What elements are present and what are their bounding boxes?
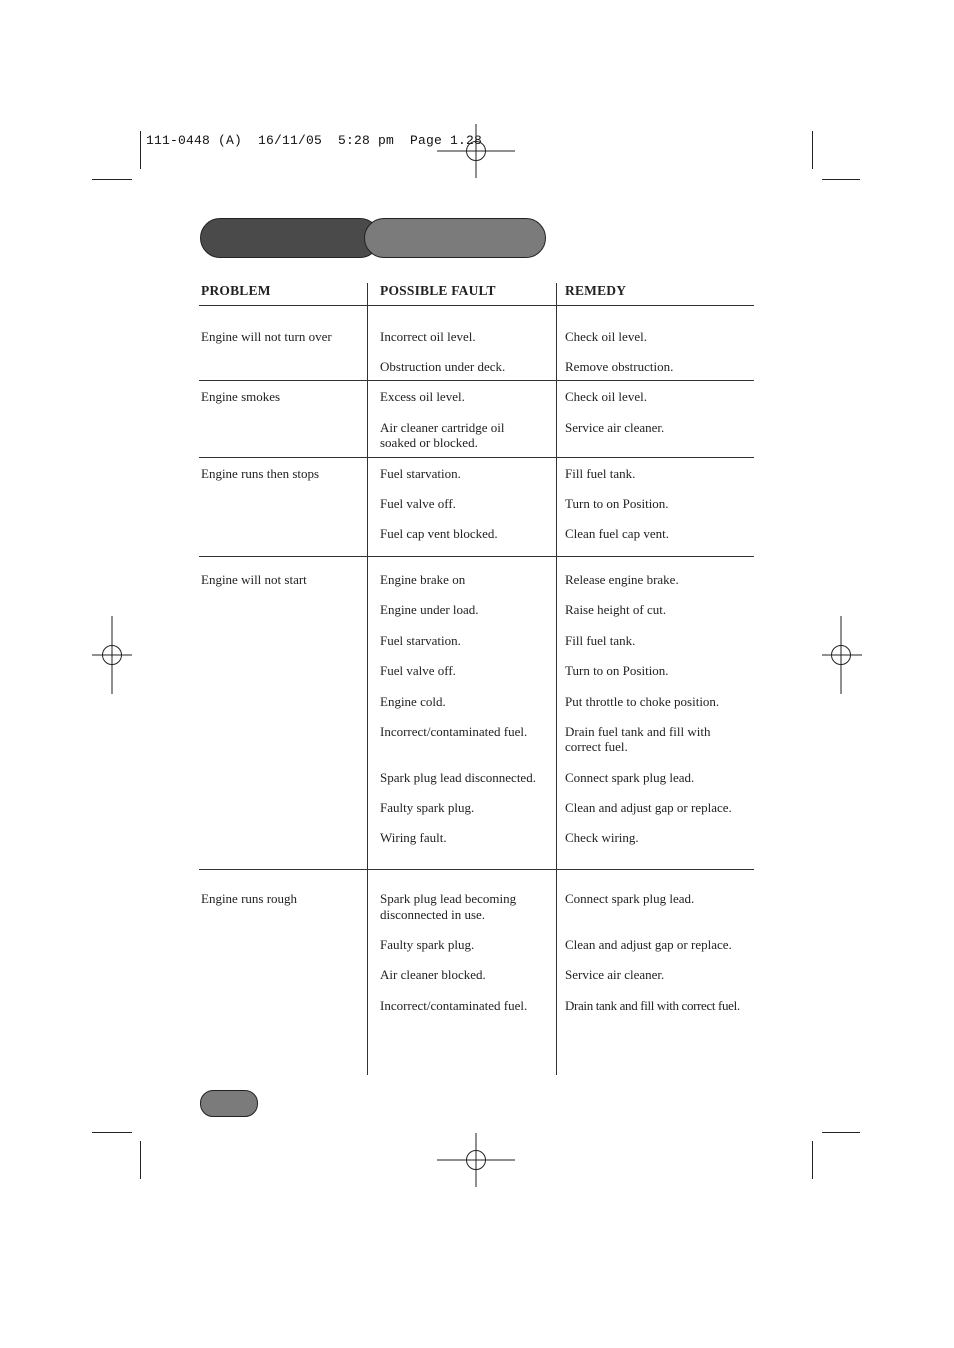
remedy-text: Clean fuel cap vent. (565, 526, 669, 541)
remedy-text: Check wiring. (565, 830, 639, 845)
fault-text: Wiring fault. (380, 830, 447, 845)
fault-text: Incorrect/contaminated fuel. (380, 724, 528, 739)
remedy-text: Service air cleaner. (565, 420, 665, 435)
problem-label: Engine smokes (201, 389, 281, 404)
column-divider (556, 283, 557, 1075)
remedy-text: Release engine brake. (565, 572, 679, 587)
fault-text: Faulty spark plug. (380, 800, 475, 815)
table-rule (199, 380, 754, 381)
remedy-text: Check oil level. (565, 389, 647, 404)
fault-text: soaked or blocked. (380, 435, 478, 450)
crop-mark (140, 1141, 141, 1179)
remedy-text: Clean and adjust gap or replace. (565, 800, 732, 815)
fault-text: Fuel starvation. (380, 466, 461, 481)
remedy-text: Drain tank and fill with correct fuel. (565, 998, 740, 1013)
problem-label: Engine runs then stops (201, 466, 320, 481)
print-slug: 111-0448 (A) 16/11/05 5:28 pm Page 1.28 (146, 133, 483, 148)
crop-mark (92, 179, 132, 180)
crop-mark (822, 1132, 860, 1133)
crop-mark (812, 131, 813, 169)
fault-text: Engine under load. (380, 602, 479, 617)
crop-mark (812, 1141, 813, 1179)
fault-text: Faulty spark plug. (380, 937, 475, 952)
remedy-text: Raise height of cut. (565, 602, 667, 617)
fault-text: Spark plug lead disconnected. (380, 770, 536, 785)
column-header-problem: PROBLEM (201, 283, 271, 298)
remedy-text: Fill fuel tank. (565, 466, 636, 481)
page-number-tab (200, 1090, 258, 1117)
problem-label: Engine will not turn over (201, 329, 332, 344)
crop-mark (822, 179, 860, 180)
fault-text: Engine brake on (380, 572, 466, 587)
fault-text: Incorrect oil level. (380, 329, 476, 344)
fault-text: Engine cold. (380, 694, 446, 709)
remedy-text: Remove obstruction. (565, 359, 674, 374)
fault-text: Fuel valve off. (380, 496, 456, 511)
fault-text: Fuel starvation. (380, 633, 461, 648)
crop-mark (140, 131, 141, 169)
remedy-text: Drain fuel tank and fill with (565, 724, 711, 739)
section-tab-light (364, 218, 546, 258)
crop-mark (92, 1132, 132, 1133)
registration-mark-icon (437, 1121, 515, 1199)
fault-text: Incorrect/contaminated fuel. (380, 998, 528, 1013)
remedy-text: Put throttle to choke position. (565, 694, 720, 709)
remedy-text: Connect spark plug lead. (565, 770, 695, 785)
remedy-text: Turn to on Position. (565, 496, 669, 511)
column-header-fault: POSSIBLE FAULT (380, 283, 496, 298)
remedy-text: correct fuel. (565, 739, 628, 754)
column-header-remedy: REMEDY (565, 283, 627, 298)
registration-mark-icon (822, 616, 862, 694)
registration-mark-icon (437, 112, 515, 190)
problem-label: Engine will not start (201, 572, 307, 587)
fault-text: Fuel cap vent blocked. (380, 526, 498, 541)
remedy-text: Clean and adjust gap or replace. (565, 937, 732, 952)
fault-text: Fuel valve off. (380, 663, 456, 678)
table-rule (199, 305, 754, 306)
table-rule (199, 556, 754, 557)
fault-text: Obstruction under deck. (380, 359, 506, 374)
fault-text: Excess oil level. (380, 389, 465, 404)
fault-text: disconnected in use. (380, 907, 486, 922)
remedy-text: Connect spark plug lead. (565, 891, 695, 906)
remedy-text: Service air cleaner. (565, 967, 665, 982)
remedy-text: Turn to on Position. (565, 663, 669, 678)
remedy-text: Fill fuel tank. (565, 633, 636, 648)
section-tab-dark (200, 218, 380, 258)
table-rule (199, 457, 754, 458)
fault-text: Air cleaner blocked. (380, 967, 486, 982)
column-divider (367, 283, 368, 1075)
table-rule (199, 869, 754, 870)
registration-mark-icon (92, 616, 132, 694)
problem-label: Engine runs rough (201, 891, 298, 906)
fault-text: Air cleaner cartridge oil (380, 420, 505, 435)
remedy-text: Check oil level. (565, 329, 647, 344)
fault-text: Spark plug lead becoming (380, 891, 517, 906)
